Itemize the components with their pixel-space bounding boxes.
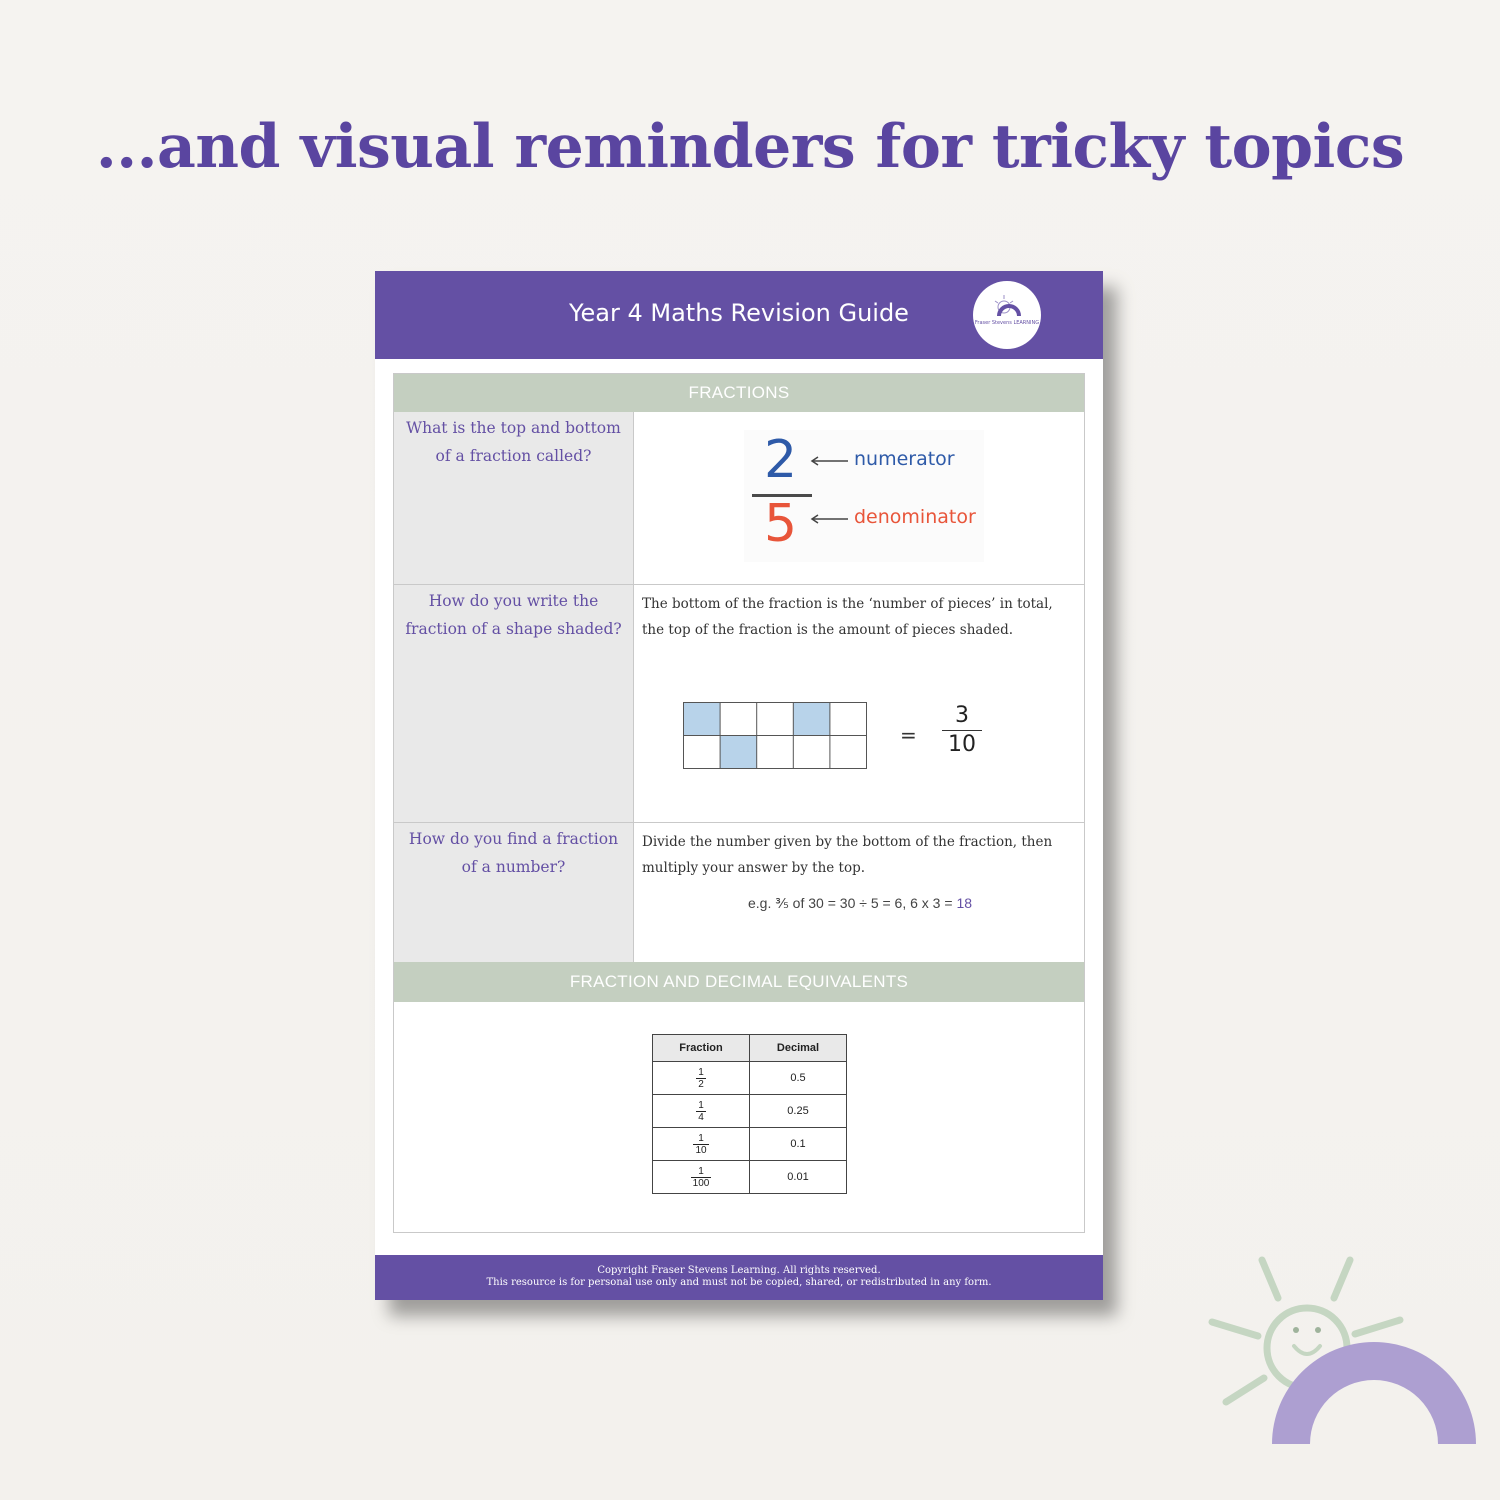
frac-num: 1 [698,1099,704,1111]
frac-den: 2 [698,1078,704,1090]
fraction-diagram [744,430,984,562]
sun-rainbow-icon [973,281,1041,349]
answer-text: Divide the number given by the bottom of the fraction, then multiply your answer by the top. [642,834,1053,876]
decimal-cell: 0.01 [750,1161,847,1194]
fraction-cell [653,1128,750,1161]
fraction-cell [653,1062,750,1095]
brand-logo [973,281,1041,349]
result-fraction [940,703,984,758]
example-result: 18 [956,895,973,911]
equivalents-table [652,1034,847,1194]
answer-text: The bottom of the fraction is the ‘number of pieces’ in total, the top of the fraction is the amount of pieces shaded. [642,596,1053,638]
decimal-cell: 0.25 [750,1095,847,1128]
frac-num: 1 [691,1166,712,1178]
logo-text: Fraser Stevens LEARNING [974,320,1040,326]
equals-sign: = [900,723,917,747]
frac-num: 1 [698,1066,704,1078]
table-row [394,412,1084,584]
column-header-decimal: Decimal [750,1035,847,1062]
result-denominator: 10 [948,732,976,757]
example-text: e.g. ⅗ of 30 = 30 ÷ 5 = 6, 6 x 3 = [747,895,957,911]
headline: ...and visual reminders for tricky topics [95,112,1405,182]
copyright-line: Copyright Fraser Stevens Learning. All rights reserved. [597,1265,881,1276]
frac-den: 4 [698,1111,704,1123]
arrow-left-icon [810,456,850,466]
revision-sheet [375,271,1103,1300]
numerator-digit: 2 [764,430,798,490]
fractions-band: FRACTIONS [394,374,1084,412]
frac-den: 100 [692,1177,710,1189]
table-row [653,1062,847,1095]
denominator-digit: 5 [764,494,798,554]
frac-num: 1 [693,1133,708,1145]
table-row [653,1161,847,1194]
question-cell: What is the top and bottom of a fraction called? [394,412,634,584]
result-fraction-bar [942,730,982,731]
fraction-cell [653,1095,750,1128]
decimal-cell: 0.1 [750,1128,847,1161]
table-row [394,822,1084,963]
fraction-cell [653,1161,750,1194]
arrow-left-icon [810,514,850,524]
numerator-label: numerator [854,448,955,470]
sun-rainbow-icon [1200,1250,1490,1450]
table-row [653,1128,847,1161]
worked-example [642,895,1078,912]
denominator-label: denominator [854,506,976,528]
decimal-cell: 0.5 [750,1062,847,1095]
table-row [394,584,1084,823]
table-header-row [653,1035,847,1062]
sheet-title: Year 4 Maths Revision Guide [569,299,909,327]
equivalents-table-wrap [652,1034,847,1194]
usage-line: This resource is for personal use only and must not be copied, shared, or redistributed in any form. [486,1277,992,1288]
shaded-grid [683,702,869,770]
table-row [653,1095,847,1128]
sheet-header [375,271,1103,359]
question-cell: How do you find a fraction of a number? [394,823,634,963]
content-frame [393,373,1085,1233]
column-header-fraction: Fraction [653,1035,750,1062]
equivalents-band: FRACTION AND DECIMAL EQUIVALENTS [394,962,1084,1002]
result-numerator: 3 [955,703,969,728]
frac-den: 10 [695,1144,707,1156]
question-cell: How do you write the fraction of a shape shaded? [394,585,634,823]
sheet-footer [375,1255,1103,1300]
